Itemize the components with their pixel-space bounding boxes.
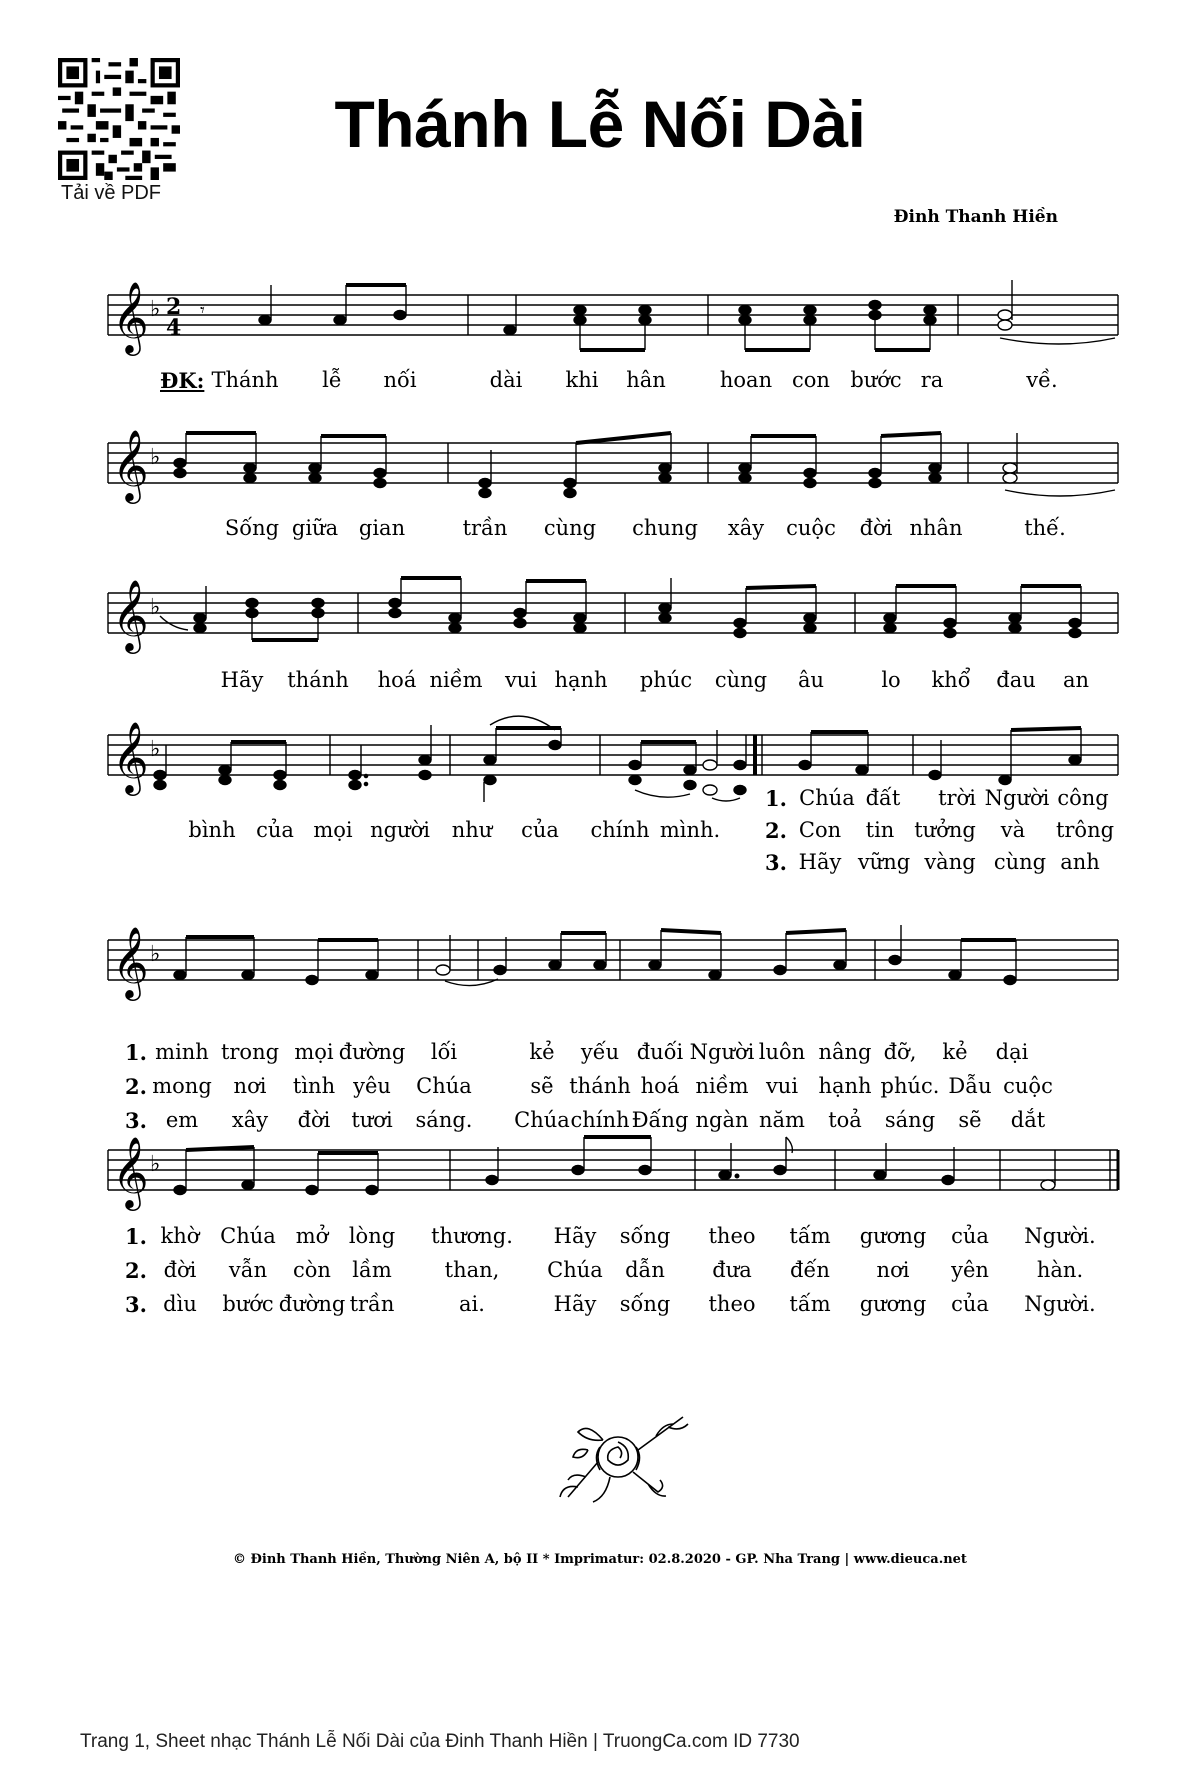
lyrics-line-1 bbox=[100, 368, 1120, 394]
lyric-word: lối bbox=[430, 1040, 458, 1064]
lyric-word: giữa bbox=[291, 516, 339, 540]
lyric-word: dắt bbox=[1010, 1108, 1046, 1132]
lyric-word: Hãy bbox=[798, 850, 842, 874]
lyric-word: chính bbox=[590, 818, 650, 842]
verse-3-row-4 bbox=[100, 850, 1120, 876]
time-signature-top: 2 bbox=[166, 294, 182, 320]
lyric-word: phúc bbox=[639, 668, 693, 692]
lyric-word: hoá bbox=[377, 668, 417, 692]
lyric-word: yếu bbox=[580, 1040, 620, 1064]
lyric-word: đất bbox=[865, 786, 901, 810]
lyric-word: an bbox=[1062, 668, 1090, 692]
lyric-word: đưa bbox=[712, 1258, 752, 1282]
lyric-word: sáng bbox=[884, 1108, 936, 1132]
lyric-word: cùng bbox=[543, 516, 597, 540]
lyric-word: mọi bbox=[294, 1040, 334, 1064]
lyric-word: vui bbox=[765, 1074, 799, 1098]
lyric-word: Chúa bbox=[799, 786, 855, 810]
lyric-word: đường bbox=[278, 1292, 346, 1316]
lyric-word: Hãy bbox=[553, 1292, 597, 1316]
song-title: Thánh Lễ Nối Dài bbox=[334, 87, 866, 161]
composer-name: Đinh Thanh Hiền bbox=[893, 207, 1058, 227]
lyric-word: Đấng bbox=[631, 1108, 689, 1132]
lyric-word: theo bbox=[708, 1224, 756, 1248]
lyric-word: Thánh bbox=[211, 368, 279, 392]
lyric-word: trần bbox=[462, 516, 508, 540]
lyric-word: đời bbox=[859, 516, 893, 540]
lyric-word: ngàn bbox=[695, 1108, 749, 1132]
treble-clef-icon: 𝄞 bbox=[112, 428, 149, 501]
lyric-word: đau bbox=[996, 668, 1036, 692]
lyric-word: dại bbox=[995, 1040, 1029, 1064]
lyrics-line-2 bbox=[100, 516, 1120, 542]
verse-2-row-5 bbox=[100, 1074, 1120, 1100]
verse-1-row-4 bbox=[100, 786, 1120, 812]
verse-number: 2. bbox=[125, 1074, 147, 1099]
lyric-word: Người. bbox=[1024, 1224, 1096, 1248]
lyric-word: cuộc bbox=[786, 516, 836, 540]
lyric-word: nối bbox=[383, 368, 417, 392]
lyric-word: khi bbox=[565, 368, 599, 392]
lyric-word: yêu bbox=[353, 1074, 391, 1098]
lyric-word: lễ bbox=[322, 368, 342, 392]
lyric-word: hân bbox=[626, 368, 666, 392]
lyric-word: ra bbox=[920, 368, 944, 392]
lyric-word: tin bbox=[865, 818, 895, 842]
flat-key-signature-icon: ♭ bbox=[150, 445, 161, 470]
lyric-word: mở bbox=[295, 1224, 329, 1248]
lyric-word: lòng bbox=[348, 1224, 396, 1248]
lyric-word: vui bbox=[504, 668, 538, 692]
verse-number: 3. bbox=[125, 1108, 147, 1133]
lyric-word: minh bbox=[155, 1040, 209, 1064]
lyric-word: âu bbox=[797, 668, 825, 692]
lyric-word: hoá bbox=[640, 1074, 680, 1098]
lyric-word: Chúa bbox=[416, 1074, 472, 1098]
lyric-word: thế. bbox=[1024, 516, 1066, 540]
lyric-word: gương bbox=[859, 1292, 927, 1316]
lyric-word: mình. bbox=[659, 818, 721, 842]
lyric-word: bước bbox=[850, 368, 902, 392]
lyric-word: Con bbox=[798, 818, 842, 842]
flat-key-signature-icon: ♭ bbox=[150, 942, 161, 967]
verse-number: 3. bbox=[125, 1292, 147, 1317]
copyright-notice: © Đinh Thanh Hiền, Thường Niên A, bộ II * Imprimatur: 02.8.2020 - GP. Nha Trang | www.dieuca.net bbox=[233, 1552, 967, 1567]
lyric-word: tấm bbox=[789, 1224, 831, 1248]
lyric-word: phúc. bbox=[880, 1074, 940, 1098]
lyric-word: như bbox=[451, 818, 493, 842]
lyric-word: kẻ bbox=[942, 1040, 968, 1064]
flat-key-signature-icon: ♭ bbox=[150, 595, 161, 620]
verse-1-row-6 bbox=[100, 1224, 1120, 1250]
verse-number: 2. bbox=[125, 1258, 147, 1283]
lyric-word: đường bbox=[338, 1040, 406, 1064]
lyric-word: và bbox=[1000, 818, 1026, 842]
lyric-word: nơi bbox=[876, 1258, 910, 1282]
lyric-word: Hãy bbox=[553, 1224, 597, 1248]
lyric-word: Chúa bbox=[220, 1224, 276, 1248]
flat-key-signature-icon: ♭ bbox=[150, 1152, 161, 1177]
lyric-word: khờ bbox=[160, 1224, 200, 1248]
lyric-word: mong bbox=[152, 1074, 212, 1098]
lyric-word: sống bbox=[619, 1292, 671, 1316]
lyric-word: hoan bbox=[719, 368, 773, 392]
lyric-word: dẫn bbox=[625, 1258, 665, 1282]
lyric-word: trần bbox=[349, 1292, 395, 1316]
lyric-word: vững bbox=[857, 850, 911, 874]
lyric-word: người bbox=[370, 818, 430, 842]
lyric-word: đời bbox=[297, 1108, 331, 1132]
lyric-word: công bbox=[1057, 786, 1109, 810]
staff-system-1 bbox=[100, 250, 1120, 370]
lyric-word: vàng bbox=[924, 850, 976, 874]
lyric-word: hạnh bbox=[554, 668, 608, 692]
lyric-word: lo bbox=[881, 668, 901, 692]
lyric-word: em bbox=[165, 1108, 199, 1132]
lyric-word: toả bbox=[828, 1108, 862, 1132]
staff-system-3 bbox=[100, 548, 1120, 668]
lyric-word: còn bbox=[293, 1258, 331, 1282]
lyric-word: theo bbox=[708, 1292, 756, 1316]
lyric-word: về. bbox=[1026, 368, 1058, 392]
rest-icon: 𝄾 bbox=[200, 300, 205, 321]
lyric-word: yên bbox=[951, 1258, 989, 1282]
lyric-word: nhân bbox=[909, 516, 963, 540]
staff-system-2 bbox=[100, 398, 1120, 518]
lyric-word: gian bbox=[358, 516, 406, 540]
verse-1-row-5 bbox=[100, 1040, 1120, 1066]
lyric-word: sống bbox=[619, 1224, 671, 1248]
lyric-word: cùng bbox=[993, 850, 1047, 874]
lyric-word: sẽ bbox=[958, 1108, 982, 1132]
refrain-label: ĐK: bbox=[160, 368, 205, 393]
treble-clef-icon: 𝄞 bbox=[112, 280, 149, 353]
time-signature-bottom: 4 bbox=[166, 315, 182, 341]
lyric-word: Người bbox=[689, 1040, 755, 1064]
lyric-word: trông bbox=[1055, 818, 1115, 842]
lyric-word: Sống bbox=[224, 516, 280, 540]
verse-number: 1. bbox=[125, 1224, 147, 1249]
lyric-word: đuối bbox=[636, 1040, 684, 1064]
flat-key-signature-icon: ♭ bbox=[150, 737, 161, 762]
lyric-word: hàn. bbox=[1036, 1258, 1084, 1282]
lyric-word: Hãy bbox=[220, 668, 264, 692]
rose-ornament-icon bbox=[548, 1402, 698, 1512]
lyric-word: lầm bbox=[352, 1258, 392, 1282]
lyric-word: chính bbox=[570, 1108, 630, 1132]
lyric-word: bước bbox=[222, 1292, 274, 1316]
lyric-word: Người bbox=[984, 786, 1050, 810]
lyric-word: luôn bbox=[758, 1040, 806, 1064]
lyric-word: bình bbox=[188, 818, 236, 842]
lyric-word: đỡ, bbox=[883, 1040, 917, 1064]
lyric-word: tươi bbox=[351, 1108, 393, 1132]
verse-3-row-6 bbox=[100, 1292, 1120, 1318]
treble-clef-icon: 𝄞 bbox=[112, 578, 149, 651]
lyric-word: Người. bbox=[1024, 1292, 1096, 1316]
treble-clef-icon: 𝄞 bbox=[112, 720, 149, 793]
lyric-word: tấm bbox=[789, 1292, 831, 1316]
lyric-word: mọi bbox=[313, 818, 353, 842]
lyric-word: gương bbox=[859, 1224, 927, 1248]
lyric-word: của bbox=[951, 1292, 989, 1316]
lyric-word: tưởng bbox=[914, 818, 976, 842]
lyric-word: của bbox=[521, 818, 559, 842]
lyric-word: thánh bbox=[287, 668, 349, 692]
lyric-word: niềm bbox=[429, 668, 483, 692]
lyric-word: vẫn bbox=[228, 1258, 268, 1282]
lyric-word: ai. bbox=[459, 1292, 485, 1316]
lyric-word: thương. bbox=[431, 1224, 513, 1248]
lyric-word: nâng bbox=[818, 1040, 872, 1064]
verse-2-row-4 bbox=[100, 818, 1120, 844]
lyric-word: năm bbox=[759, 1108, 805, 1132]
lyric-word: sẽ bbox=[530, 1074, 554, 1098]
lyric-word: nơi bbox=[233, 1074, 267, 1098]
lyric-word: xây bbox=[231, 1108, 269, 1132]
lyric-word: tình bbox=[292, 1074, 336, 1098]
staff-system-6 bbox=[100, 1105, 1120, 1225]
lyric-word: của bbox=[951, 1224, 989, 1248]
lyric-word: đến bbox=[790, 1258, 830, 1282]
verse-number: 1. bbox=[125, 1040, 147, 1065]
lyric-word: khổ bbox=[931, 668, 971, 692]
lyric-word: đời bbox=[163, 1258, 197, 1282]
verse-number: 1. bbox=[765, 786, 787, 811]
lyric-word: xây bbox=[727, 516, 765, 540]
lyric-word: sáng. bbox=[415, 1108, 473, 1132]
lyric-word: chung bbox=[632, 516, 698, 540]
download-pdf-link[interactable]: Tải về PDF bbox=[61, 182, 162, 204]
lyric-word: cuộc bbox=[1003, 1074, 1053, 1098]
lyric-word: kẻ bbox=[529, 1040, 555, 1064]
lyric-word: anh bbox=[1060, 850, 1100, 874]
lyric-word: thánh bbox=[569, 1074, 631, 1098]
lyric-word: dìu bbox=[163, 1292, 197, 1316]
staff-system-5 bbox=[100, 895, 1120, 1015]
lyric-word: cùng bbox=[714, 668, 768, 692]
verse-number: 2. bbox=[765, 818, 787, 843]
lyric-word: của bbox=[256, 818, 294, 842]
page-footer: Trang 1, Sheet nhạc Thánh Lễ Nối Dài của Đinh Thanh Hiền | TruongCa.com ID 7730 bbox=[80, 1731, 800, 1752]
treble-clef-icon: 𝄞 bbox=[112, 925, 149, 998]
lyric-word: trong bbox=[220, 1040, 280, 1064]
lyric-word: niềm bbox=[695, 1074, 749, 1098]
verse-2-row-6 bbox=[100, 1258, 1120, 1284]
lyric-word: Chúa bbox=[547, 1258, 603, 1282]
verse-number: 3. bbox=[765, 850, 787, 875]
lyric-word: con bbox=[792, 368, 830, 392]
lyric-word: hạnh bbox=[818, 1074, 872, 1098]
lyric-word: Chúa bbox=[514, 1108, 570, 1132]
lyric-word: dài bbox=[489, 368, 523, 392]
treble-clef-icon: 𝄞 bbox=[112, 1135, 149, 1208]
lyric-word: Dẫu bbox=[948, 1074, 992, 1098]
flat-key-signature-icon: ♭ bbox=[150, 297, 161, 322]
lyric-word: than, bbox=[444, 1258, 500, 1282]
lyric-word: trời bbox=[938, 786, 976, 810]
